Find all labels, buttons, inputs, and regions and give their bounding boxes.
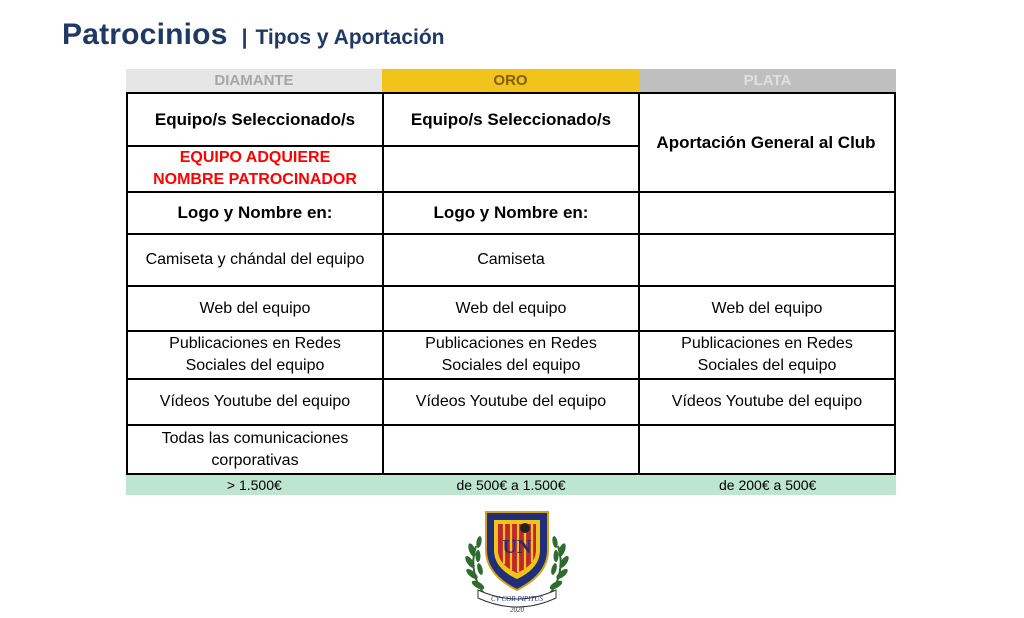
cell-plata-aportacion: Aportación General al Club	[656, 132, 876, 152]
cell-diamante-web: Web del equipo	[199, 299, 311, 317]
page-header	[62, 18, 445, 52]
cell-diamante-youtube: Vídeos Youtube del equipo	[159, 393, 351, 410]
club-crest-logo	[458, 506, 576, 614]
tier-header-oro: ORO	[382, 69, 639, 92]
diamante-highlight-line1: EQUIPO ADQUIERE	[179, 149, 331, 166]
cell-plata-web: Web del equipo	[711, 299, 823, 317]
page-subtitle: Tipos y Aportación	[255, 26, 445, 49]
diamante-highlight-line2: NOMBRE PATROCINADOR	[153, 171, 357, 188]
cell-oro-youtube: Vídeos Youtube del equipo	[415, 393, 607, 410]
logo-ribbon-text: CV COR PIPITUS	[491, 595, 543, 603]
cell-oro-logo: Logo y Nombre en:	[433, 203, 589, 222]
cell-oro-camiseta: Camiseta	[477, 251, 545, 268]
svg-text:UN: UN	[502, 536, 532, 558]
cell-oro-equipo: Equipo/s Seleccionado/s	[410, 109, 612, 129]
laurel-left-icon	[464, 536, 488, 598]
tier-header-row	[126, 69, 896, 92]
amount-diamante: > 1.500€	[226, 477, 282, 493]
logo-year: 2020	[510, 606, 524, 614]
cell-diamante-camiseta: Camiseta y chándal del equipo	[145, 251, 365, 268]
sponsorship-table	[126, 69, 896, 495]
cell-diamante-equipo: Equipo/s Seleccionado/s	[154, 109, 356, 129]
cell-plata-youtube: Vídeos Youtube del equipo	[671, 393, 863, 410]
cell-diamante-nombre-patrocinador	[128, 147, 382, 191]
amount-plata: de 200€ a 500€	[719, 477, 817, 493]
tier-header-diamante: DIAMANTE	[126, 69, 382, 92]
cell-plata-redes: Publicaciones en Redes Sociales del equipo	[681, 335, 853, 374]
laurel-right-icon	[546, 536, 570, 598]
cell-oro-redes: Publicaciones en Redes Sociales del equipo	[425, 335, 597, 374]
amount-oro: de 500€ a 1.500€	[456, 477, 566, 493]
cell-oro-web: Web del equipo	[455, 299, 567, 317]
cell-diamante-comunicaciones: Todas las comunicaciones corporativas	[161, 429, 349, 469]
benefits-grid	[126, 92, 896, 475]
cell-diamante-redes: Publicaciones en Redes Sociales del equipo	[169, 335, 341, 374]
tier-header-plata: PLATA	[639, 69, 896, 92]
amount-row	[126, 475, 896, 495]
page-title: Patrocinios	[62, 18, 228, 51]
cell-diamante-logo: Logo y Nombre en:	[177, 203, 333, 222]
title-separator: |	[241, 26, 248, 49]
